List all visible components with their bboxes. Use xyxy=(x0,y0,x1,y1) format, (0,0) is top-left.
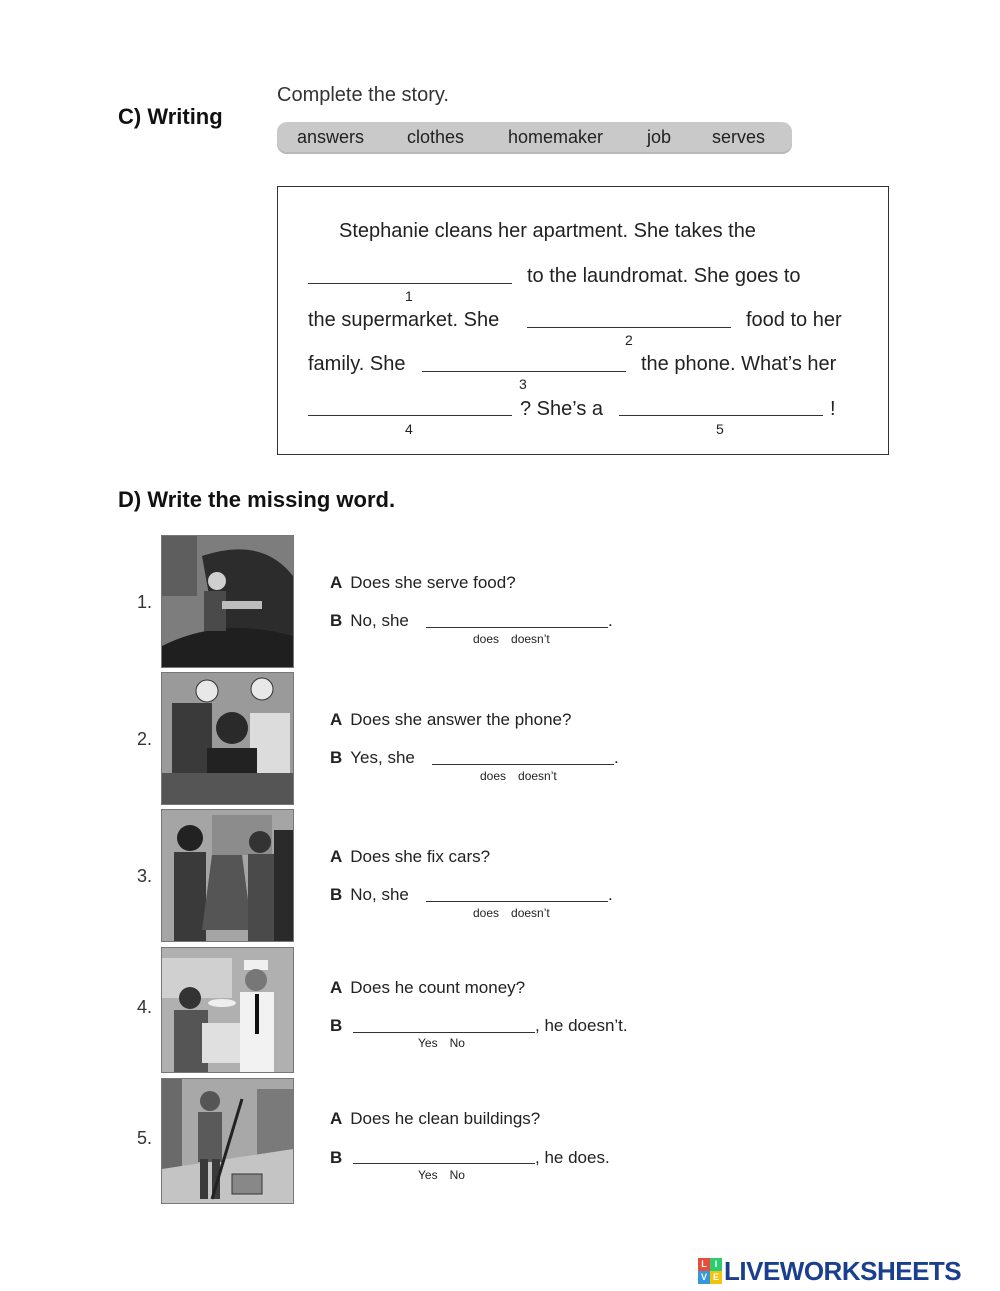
answer-blank-5[interactable] xyxy=(353,1163,535,1164)
answer-prefix: No, she xyxy=(350,611,409,630)
speaker-a: A xyxy=(330,1109,343,1128)
answer-blank-4[interactable] xyxy=(353,1032,535,1033)
option: does xyxy=(473,632,500,646)
item-image-janitor xyxy=(161,1078,294,1204)
item-number: 2. xyxy=(137,729,153,749)
answer-prefix: Yes, she xyxy=(350,748,415,767)
speaker-b: B xyxy=(330,885,343,904)
blank-number-5: 5 xyxy=(716,421,724,437)
question-text: Does she serve food? xyxy=(350,573,516,592)
answer-blank-1[interactable] xyxy=(426,627,608,628)
story-blank-1[interactable] xyxy=(308,283,512,284)
word-bank xyxy=(277,122,792,154)
answer-options xyxy=(480,769,569,783)
speaker-a: A xyxy=(330,710,343,729)
story-blank-2[interactable] xyxy=(527,327,731,328)
question-text: Does he clean buildings? xyxy=(350,1109,541,1128)
answer-suffix: , he does. xyxy=(535,1148,610,1167)
story-line-5b: ! xyxy=(830,398,836,420)
item-image-clothing-store xyxy=(161,809,294,942)
story-line-3b: food to her xyxy=(746,309,842,331)
logo-letter: L xyxy=(698,1258,710,1271)
section-c-instruction: Complete the story. xyxy=(277,84,449,106)
question-text: Does she answer the phone? xyxy=(350,710,572,729)
word-bank-item: clothes xyxy=(407,127,465,147)
blank-number-3: 3 xyxy=(519,376,527,392)
item-number: 5. xyxy=(137,1128,153,1148)
story-line-4b: the phone. What’s her xyxy=(641,353,837,375)
section-d-title: D) Write the missing word. xyxy=(118,487,396,512)
option: Yes xyxy=(418,1036,438,1050)
item-image-receptionist xyxy=(161,672,294,805)
word-bank-item: homemaker xyxy=(508,127,604,147)
item-number: 4. xyxy=(137,997,153,1017)
speaker-b: B xyxy=(330,1016,343,1035)
logo-letter: V xyxy=(698,1271,710,1284)
option: doesn’t xyxy=(511,906,550,920)
story-blank-5[interactable] xyxy=(619,415,823,416)
item-number: 3. xyxy=(137,866,153,886)
option: No xyxy=(449,1036,465,1050)
speaker-a: A xyxy=(330,573,343,592)
section-c-title: C) Writing xyxy=(118,104,223,129)
option: doesn’t xyxy=(518,769,557,783)
answer-options xyxy=(418,1036,477,1050)
speaker-a: A xyxy=(330,978,343,997)
answer-blank-2[interactable] xyxy=(432,764,614,765)
word-bank-item: serves xyxy=(712,127,766,147)
option: doesn’t xyxy=(511,632,550,646)
story-blank-3[interactable] xyxy=(422,371,626,372)
item-number: 1. xyxy=(137,592,153,612)
blank-number-1: 1 xyxy=(405,288,413,304)
answer-suffix: . xyxy=(614,748,619,767)
answer-prefix: No, she xyxy=(350,885,409,904)
liveworksheets-logo xyxy=(698,1256,961,1286)
blank-number-4: 4 xyxy=(405,421,413,437)
answer-suffix: . xyxy=(608,611,613,630)
option: does xyxy=(473,906,500,920)
word-bank-item: job xyxy=(647,127,672,147)
speaker-a: A xyxy=(330,847,343,866)
option: Yes xyxy=(418,1168,438,1182)
item-image-mechanic xyxy=(161,535,294,668)
question-text: Does she fix cars? xyxy=(350,847,491,866)
option: does xyxy=(480,769,507,783)
answer-suffix: . xyxy=(608,885,613,904)
item-image-waiter xyxy=(161,947,294,1073)
blank-number-2: 2 xyxy=(625,332,633,348)
answer-options xyxy=(473,632,562,646)
word-bank-item: answers xyxy=(297,127,365,147)
speaker-b: B xyxy=(330,1148,343,1167)
speaker-b: B xyxy=(330,748,343,767)
story-line-1: Stephanie cleans her apartment. She takes the xyxy=(339,220,756,242)
option: No xyxy=(449,1168,465,1182)
story-line-5a: ? She’s a xyxy=(520,398,604,420)
story-line-4a: family. She xyxy=(308,353,406,375)
answer-options xyxy=(418,1168,477,1182)
question-text: Does he count money? xyxy=(350,978,526,997)
answer-suffix: , he doesn’t. xyxy=(535,1016,628,1035)
story-blank-4[interactable] xyxy=(308,415,512,416)
answer-blank-3[interactable] xyxy=(426,901,608,902)
logo-letter: I xyxy=(710,1258,722,1271)
logo-mark-icon xyxy=(698,1258,722,1284)
logo-text: LIVEWORKSHEETS xyxy=(724,1255,962,1286)
answer-options xyxy=(473,906,562,920)
logo-letter: E xyxy=(710,1271,722,1284)
story-line-3a: the supermarket. She xyxy=(308,309,500,331)
speaker-b: B xyxy=(330,611,343,630)
story-line-2: to the laundromat. She goes to xyxy=(527,265,801,287)
